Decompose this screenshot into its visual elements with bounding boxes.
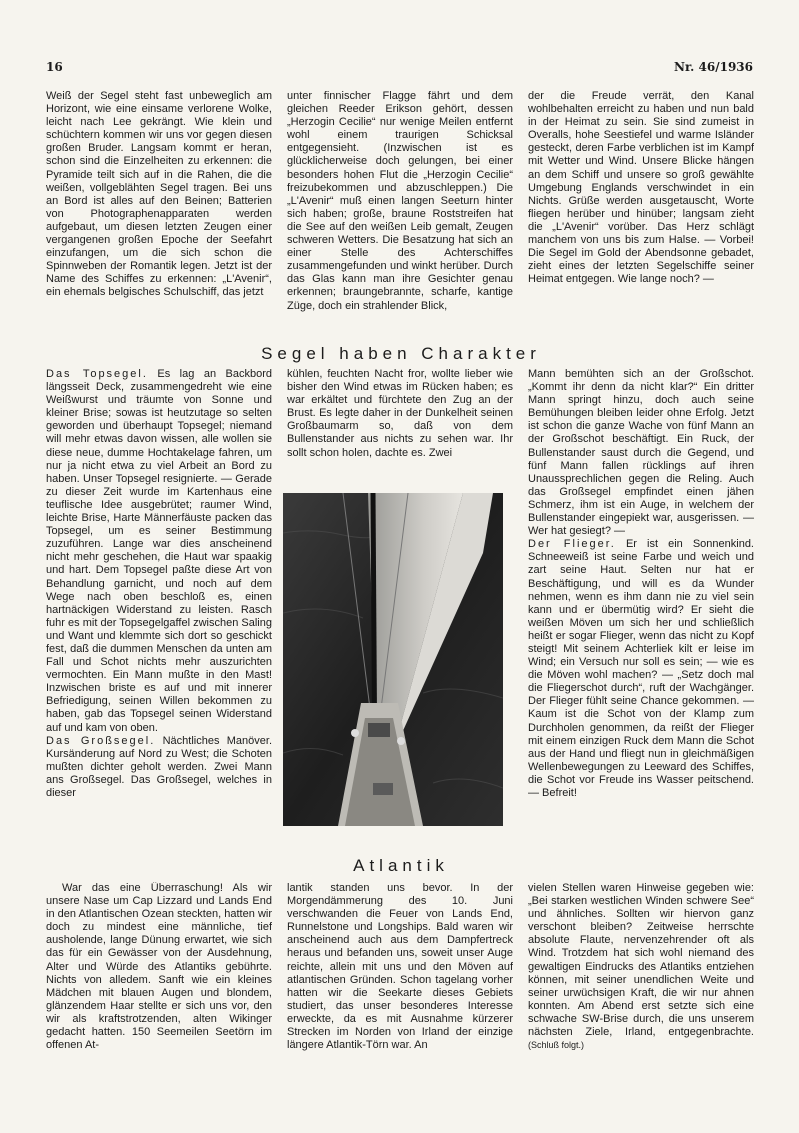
- atlantik-text-3-body: vielen Stellen waren Hinweise gegeben wie: „Bei starken westlichen Winden schwere See“ und ähnliches. Sollten wir hiervon ganz verschont bleiben? Zeitweise herrschte absolute Flaute, nervenzehrender oft als Wind. Trotzdem hat sich wohl niemand des gewaltigen Eindrucks des Atlantiks entziehen können, mit seiner unendlichen Weite und seiner urwüchsigen Kraft, die wir nur ahnen konnten. Am Abend erst setzte sich eine schwache SW-Brise durch, die uns unserem nächsten Ziele, Irland, entgegenbrachte.: [528, 882, 754, 1039]
- atlantik-column-1: [46, 882, 272, 1068]
- atlantik-text-2: lantik standen uns bevor. In der Morgendämmerung des 10. Juni verschwanden die Feuer von Lands End, Runnelstone und Longships. Bald waren wir anscheinend auch aus dem Dampfertreck heraus und befanden uns, soweit unser Auge reichte, allein mit uns und den Möven auf atlantischen Gründen. Schon tagelang vorher hatten wir die Seekarte dieses Gebiets studiert, das unser besonderes Interesse erweckte, da es mit Ausnahme kürzerer Strecken im Norden von Irland der einzige längere Atlantik-Törn war. An: [287, 882, 513, 1052]
- grosssegel-text: Nächtliches Manöver. Kursänderung auf Nord zu West; die Schoten mußten dichter geholt werden. Zwei Mann ans Großsegel. Das Großsegel, welches in dieser: [46, 734, 272, 799]
- section-heading-atlantik: Atlantik: [353, 856, 449, 875]
- intro-text-3: der die Freude verrät, den Kanal wohlbehalten erreicht zu haben und nun bald in der Heimat zu sein. Sie sind zumeist in Overalls, hohe Seestiefel und warme Isländer gesteckt, deren Farbe verblichen ist im Kampf mit Wetter und Wind. Unsere Blicke hängen an dem Schiff und unsere so groß gewählte Umgebung Englands verschwindet in ein Nichts. Grüße werden ausgetauscht, Worte fliegen herüber und hinüber; langsam zieht die „L'Avenir“ vorüber. Das Herz schlägt manchem von uns bis zum Halse. — Vorbei! Die Segel im Gold der Abendsonne gebadet, zieht eines der letzten Segelschiffe seiner Heimat entgegen. Wie lange noch? —: [528, 90, 754, 286]
- grosssegel-paragraph: [46, 735, 272, 800]
- topsegel-paragraph: [46, 368, 272, 735]
- segel-column-2: [287, 368, 513, 486]
- sailing-photo: [283, 493, 503, 826]
- intro-column-3: [528, 90, 754, 326]
- topsegel-text: Es lag an Backbord längsseit Deck, zusammengedreht wie eine Weißwurst und träumte von Sonne und kleiner Brise; sowas ist heutzutage so selten geworden und überhaupt Topsegel; niemand will mehr etwas davon wissen, alle wollen sie diese neue, dumme Hochtakelage fahren, um nur ja nicht etwa zu viel Arbeit an Bord zu haben. Unser Topsegel resignierte. — Gerade zu dieser Zeit wurde im Kartenhaus eine teuflische Idee ausgebrütet; raumer Wind, leichte Brise, Harte Männerfäuste packen das Topsegel, um es seiner Bestimmung zuzuführen. Lange war dies anscheinend nicht mehr geschehen, die Haut war spaakig und hart. Dem Topsegel paßte diese Art von Behandlung garnicht, und noch auf dem Wege nach oben beschloß es, einen hartnäckigen Widerstand zu leisten. Rasch fuhr es mit der Topsegelgaffel zwischen Saling und Want und klemmte sich dort so geschickt fest, daß die dummen Menschen da unten am Fall und Schot nichts mehr auszurichten vermochten. Ein Mann mußte in den Mast! Inzwischen briste es auf und mit innerer Befriedigung, seinen Willen bekommen zu haben, gab das Topsegel seinen Widerstand auf und kam von oben.: [46, 368, 272, 734]
- segel-text-2: kühlen, feuchten Nacht fror, wollte lieber wie bisher den Wind etwas im Rücken haben; es war erkältet und fürchtete den Zug an der Brust. Es legte daher in der Dunkelheit seinen Großbaumarm so, daß von dem Bullenstander aus nichts zu sehen war. Ihr sollt schon holen, dachte es. Zwei: [287, 368, 513, 459]
- topsegel-lead: Das Topsegel.: [46, 368, 148, 380]
- issue-number: Nr. 46/1936: [673, 60, 753, 74]
- atlantik-text-3: [528, 882, 754, 1052]
- atlantik-column-3: [528, 882, 754, 1068]
- atlantik-column-2: [287, 882, 513, 1068]
- flieger-text: Er ist ein Sonnenkind. Schneeweiß ist seine Farbe und weich und zart seine Haut. Selten nur hat er Beschäftigung, und will es da Wunder nehmen, wenn es ihm dann nie zu viel sein kann und er übermütig wird? Er sieht die weißen Möven um sich her und schließlich heißt er sogar Flieger, wenn das nicht zu Kopf steigt! Mit seinem Achterliek kilt er leise im Wind; ein Versuch nur soll es sein; — wie es die Möven wohl machen? — „Setz doch mal die Fliegerschot durch“, ruft der Wachgänger. Der Flieger fühlt seine Chance gekommen. — Kaum ist die Schot von der Klamp zum Durchholen genommen, da reißt der Flieger mit einem einzigen Ruck dem Mann die Schot aus der Hand und fliegt nun in gleichmäßigen Wellenbewegungen zu Leeward des Schiffes, die Schot vor Freude ins Wasser peitschend. — Befreit!: [528, 538, 754, 799]
- segel-column-3: [528, 368, 754, 828]
- sailboat-deck-image: [283, 493, 503, 826]
- intro-text-2: unter finnischer Flagge fährt und dem gleichen Reeder Erikson gehört, dessen „Herzogin Cecilie“ nur wenige Meilen entfernt wohl einem traurigen Schicksal entgegensieht. (Inzwischen ist es glücklicherweise doch gelungen, bei einer besonders hohen Flut die „Herzogin Cecilie“ freizubekommen und abzuschleppen.) Die „L'Avenir“ muß einen langen Seeturn hinter sich haben; große, braune Roststreifen hat die See auf den weißen Leib gemalt, Zeugen schweren Wetters. Die Besatzung hat sich an einer Stelle des Achterschiffes zusammengefunden und winkt herüber. Durch das Glas kann man ihre Gesichter genau erkennen; braungebrannte, scharfe, kantige Züge, doch ein strahlender Blick,: [287, 90, 513, 312]
- intro-column-1: [46, 90, 272, 326]
- page-number: 16: [46, 60, 63, 74]
- atlantik-text-1: War das eine Überraschung! Als wir unsere Nase um Cap Lizzard und Lands End in den Atlantischen Ozean steckten, hatten wir doch zu mindest eine männliche, tief ausholende, lange Dünung erwartet, wie sich das für ein Gewässer von der Ausdehnung, Alter und Würde des Atlantiks gebührte. Nichts von alledem. Sanft wie ein kleines Mädchen mit blauen Augen und blondem, glänzendem Haar stellte er sich uns vor, den wir als kraftstrotzenden, alten Wikinger gedacht hatten. 150 Seemeilen Seetörn im offenen At-: [46, 882, 272, 1052]
- intro-column-2: [287, 90, 513, 326]
- segel-text-3a: Mann bemühten sich an der Großschot. „Kommt ihr denn da nicht klar?“ Ein dritter Mann springt hinzu, doch auch seine Bemühungen bleiben leider ohne Erfolg. Jetzt ist schon die ganze Wache von fünf Mann an der Großschot beschäftigt. Ein Ruck, der Bullenstander saust durch die Gegend, und fünf Mann fallen rücklings auf ihren Unaussprechlichen gegen die Reling. Auch das Großsegel empfindet einen jähen Schmerz, ihm ist ein Auge, in welchem der Bullenstander eingepiekt war, ausgerissen. — Wer hat gesiegt? —: [528, 368, 754, 538]
- grosssegel-lead: Das Großsegel.: [46, 734, 156, 747]
- continuation-note: (Schluß folgt.): [528, 1040, 585, 1051]
- flieger-lead: Der Flieger.: [528, 538, 616, 551]
- flieger-paragraph: [528, 538, 754, 800]
- section-heading-segel: Segel haben Charakter: [261, 344, 541, 363]
- segel-column-1: [46, 368, 272, 828]
- intro-text-1: Weiß der Segel steht fast unbeweglich am Horizont, wie eine einsame verlorene Wolke, leicht nach Lee gekrängt. Wie klein und schüchtern kommen wir uns vor gegen diesen großen Bruder. Langsam kommt er heran, schon sind die Einzelheiten zu erkennen: die Pyramide teilt sich auf in die Rahen, die die weißen, vollgeblähten Segel tragen. Bei uns an Bord ist alles auf den Beinen; Batterien von Photographenapparaten werden aufgebaut, um diesen letzten Zeugen einer vergangenen großen Epoche der Seefahrt einzufangen, um die sich schon die Spinnweben der Romantik legen. Jetzt ist der Name des Schiffes zu erkennen: „L'Avenir“, ein ehemals belgisches Schulschiff, das jetzt: [46, 90, 272, 299]
